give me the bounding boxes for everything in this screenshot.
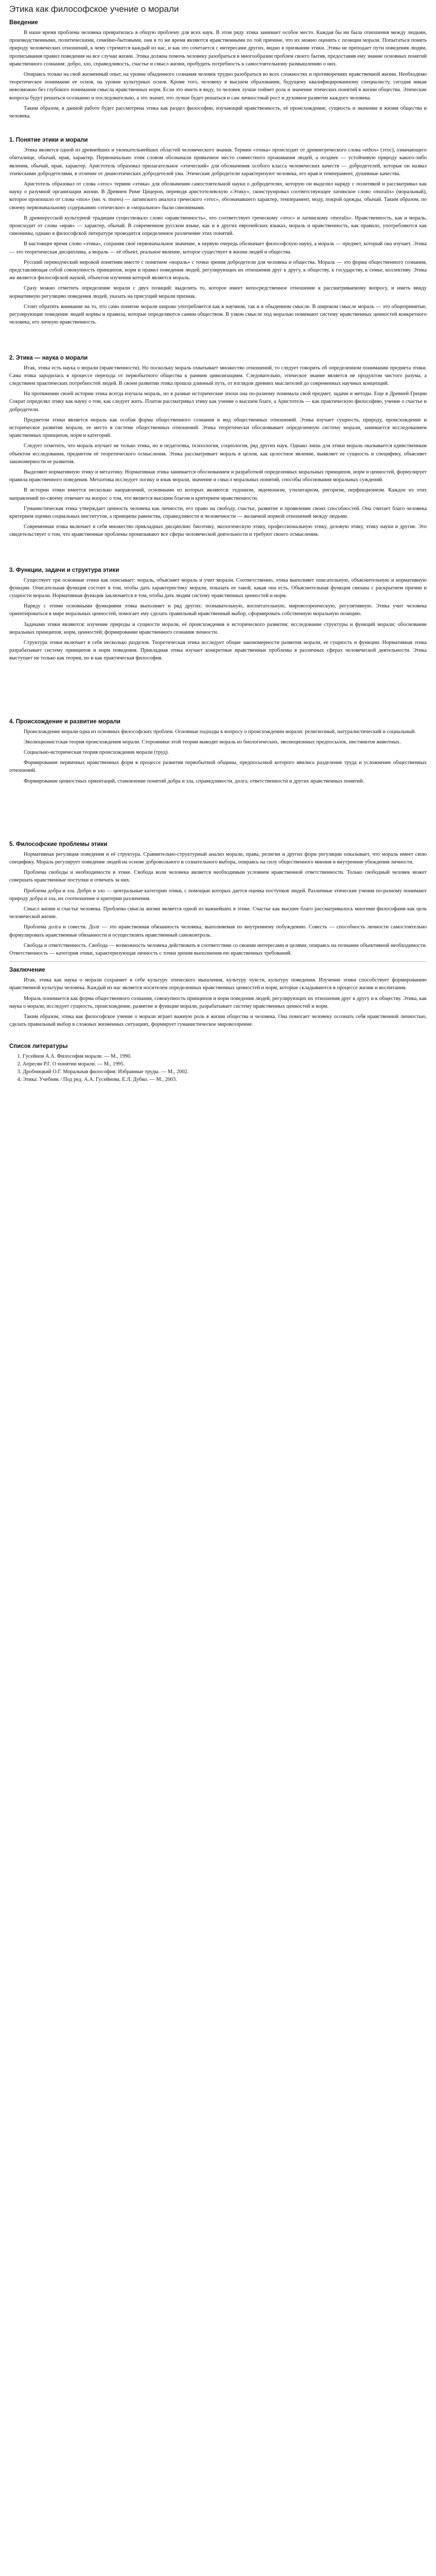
chapter-paragraph: Происхождение морали одна из основных философских проблем. Основные подходы к вопросу о происхождении морали: религиозный, натуралистический и социальный. (24, 728, 416, 735)
document-page (9, 0, 427, 1083)
chapter-paragraph: Проблема долга и совести. Долг — это нравственная обязанность человека, выполняемая по внутреннему побуждению. Совесть — способность личности самостоятельно формулировать нравственные обязанности и осуществлять нравственный самоконтроль. (9, 924, 427, 938)
chapter-paragraph: Свобода и ответственность. Свобода — возможность человека действовать в соответствии со своими интересами и целями, опираясь на познание объективной необходимости. Ответственность — категория этики, характеризующая личность с точки зрения выполнения ею нравственных требований. (9, 942, 427, 957)
chapter-paragraph: Сразу можно отметить определение морали с двух позиций: выделить то, которое имеет непосредственное отношение к рассматриваемому вопросу, и иметь ввиду нормативную регуляцию поведения людей, указать на присущий морали признак. (9, 285, 427, 299)
chapter-paragraph: Предметом этики является мораль как особая форма общественного сознания и вид общественных отношений. Этика изучает сущность, природу, происхождение и историческое развитие морали, ее место в системе общественных отношений. Этика теоретически обосновывает определенную систему морали, занимается исследованием нравственных принципов, норм и категорий. (9, 417, 427, 439)
chapter-paragraph: Гуманистическая этика утверждает ценность человека как личности, его право на свободу, счастье, развитие и проявление своих способностей. Она считает благо человека критерием оценки социальных институтов, а принципы равенства, справедливости и человечности — желаемой нормой отношений между людьми. (9, 505, 427, 519)
chapter-paragraph: Стоит обратить внимание на то, что само понятие морали широко употребляется как в научном, так и в обыденном смысле. В широком смысле мораль — это общепринятые, регулирующие поведение людей нормы и правила, которые определяются самим обществом. В узком смысле под моралью понимают систему нравственных ценностей конкретного человека, его личную нравственность. (9, 303, 427, 326)
chapter-paragraph: Этика является одной из древнейших и увлекательнейших областей человеческого знания. Термин «этика» происходит от древнегреческого слова «ethos» (этос), означающего обиталище, обычай, нрав, характер. Первоначально этим словом обозначали привычное место совместного проживания людей, а позднее — устойчивую природу какого-либо явления, обычай, нрав, характер. Аристотель образовал прилагательное «этический» для обозначения особого класса человеческих качеств — добродетелей, которые он назвал этическими добродетелями, в отличие от дианоэтических добродетелей ума. Этические добродетели характеризуют человека, его нрав и темперамент, душевные качества. (9, 147, 427, 177)
chapter-paragraph: Следует отметить, что мораль изучает не только этика, но и педагогика, психология, социология, ряд других наук. Однако лишь для этики мораль оказывается единственным объектом исследования, предметом её теоретического осмысления. Этика рассматривает мораль в целом, как целостное явление, выявляет ее сущность и специфику, объясняет закономерности ее развития. (9, 443, 427, 465)
chapter-3 (9, 567, 427, 663)
chapter-heading: 5. Философские проблемы этики (9, 841, 108, 848)
page-title: Этика как философское учение о морали (9, 4, 179, 14)
chapter-heading: 2. Этика — наука о морали (9, 354, 88, 361)
chapter-1 (9, 137, 427, 326)
conclusion-paragraph: Мораль понимается как форма общественного сознания, совокупность принципов и норм поведения людей, регулирующих их отношения друг к другу и к обществу. Этика, как наука о морали, исследует сущность, происхождение, развитие и функции морали, разрабатывает систему нравственных ценностей и норм. (9, 995, 427, 1009)
references-section (9, 1043, 427, 1083)
chapter-paragraph: Социально-историческая теория происхождения морали (труд). (24, 750, 169, 755)
intro-heading: Введение (9, 20, 38, 26)
chapter-paragraph: На протяжении своей истории этика всегда изучала мораль, но в разные исторические эпохи она по-разному понимала свой предмет, задачи и методы. Еще в Древней Греции Сократ определял этику как науку о том, как следует жить. Платон рассматривал этику как учение о высшем благе, а Аристотель — как практическую философию, учение о счастье и добродетели. (9, 391, 427, 413)
intro-paragraph: В наше время проблема человека превратилась в общую проблему для всех наук. В этом ряду этика занимает особое место. Каждая бы ни была отношения между людьми, производственными, политическими, семейно-бытовыми, они в то же время являются нравственными по той причине, что их можно оценить с позиции морали. Попытаться понять природу человеческих отношений, к чему стремится каждый из нас, и как это сочетается с интересами других, видно в призвании этики. Этика не преподает пути поведения людям, прописывания правил поведения на все случаи жизни. Этика должна помочь человеку разобраться в многообразии проблем своего бытия, предоставив ему знание основных понятий нравственного сознания: добро, зло, справедливость, счастье и смысл жизни, пробудить потребность к самостоятельному размышлению о них. (9, 30, 427, 67)
chapter-paragraph: Формирование ценностных ориентаций, становление понятий добра и зла, справедливости, долга, ответственности и других нравственных понятий. (24, 778, 364, 784)
references-heading: Список литературы (9, 1043, 68, 1050)
chapter-heading: 1. Понятие этики и морали (9, 137, 88, 144)
chapter-paragraph: Итак, этика есть наука о морали (нравственности). Но поскольку мораль охватывает множество отношений, то следует говорить об определенном понимании предмета этики. Сама этика зародилась в процессе перехода от первобытного общества к ранним цивилизациям. Следовательно, этическое знание является не продуктом чистого разума, а следствием практических потребностей людей. В своем развитии этика прошла длинный путь, от взглядов древних мыслителей до современных научных концепций. (9, 365, 427, 386)
chapter-4 (9, 719, 427, 785)
chapter-paragraph: Современная этика включает в себя множество прикладных дисциплин: биоэтику, экологическую этику, профессиональную этику, деловую этику, этику науки и другие. Это свидетельствует о том, что нравственные проблемы пронизывают все сферы человеческой деятельности и требуют своего осмысления. (9, 524, 427, 538)
chapter-paragraph: Русский переводческий мировой понятиям вместе с понятием «мораль» с точки зрения добродетели для человека и общества. Мораль — это форма общественного сознания, представляющая собой совокупность принципов, норм и правил поведения людей, регулирующих их отношения друг к другу, к обществу, к государству, к семье, коллективу. Этика же является философской наукой, объектом изучения которой является мораль. (9, 259, 427, 281)
chapter-paragraph: Задачами этики являются: изучение природы и сущности морали, её происхождения и исторического развития; исследование структуры и функций морали; обоснование моральных принципов, норм, ценностей; формирование нравственного сознания личности. (9, 621, 427, 635)
chapter-paragraph: Структура этики включает в себя несколько разделов. Теоретическая этика исследует общие закономерности развития морали, ее сущность и функции. Нормативная этика разрабатывает систему принципов и норм поведения. Прикладная этика изучает конкретные нравственные проблемы в различных сферах человеческой деятельности. Этика выступает не только как теория, но и как практическая философия. (9, 639, 427, 662)
chapter-2 (9, 355, 427, 539)
intro-section (9, 20, 427, 120)
chapter-5 (9, 841, 427, 957)
reference-item: 2. Апресян Р.Г. О понятии морали. — М., 1995. (23, 1060, 427, 1068)
reference-item: 1. Гусейнов А.А. Философия морали. — М., 1990. (23, 1053, 427, 1060)
chapter-paragraph: Наряду с этими основными функциями этика выполняет и ряд других: познавательную, воспитательную, мировоззренческую, регулятивную. Этика учит человека ориентироваться в мире моральных ценностей, помогает ему сделать правильный нравственный выбор, сформировать собственную моральную позицию. (9, 603, 427, 617)
references-list (9, 1053, 427, 1083)
chapter-paragraph: В истории этики имеется несколько направлений, основными из которых являются: гедонизм, эвдемонизм, утилитаризм, ригоризм, перфекционизм. Каждое из этих направлений по-своему отвечает на вопрос о том, что является высшим благом и критерием нравственности. (9, 487, 427, 501)
chapter-paragraph: В настоящее время слово «этика», сохраняя своё первоначальное значение, в первую очередь обозначает философскую науку, а мораль — предмет, который она изучает. Этика — это теоретическая дисциплина, а мораль — её объект, реальное явление, которое существует в жизни людей и общества. (9, 241, 427, 255)
chapter-paragraph: В древнерусской культурной традиции существовало слово «нравственность», что соответствует греческому «этос» и латинскому «moralis». Нравственность, как и мораль, происходит от слова «нрав» — характер, обычай. В современном русском языке, как и в других европейских языках, мораль и нравственность, как правило, употребляются как синонимы, однако в философской литературе проводится определенное различение этих понятий. (9, 215, 427, 237)
conclusion-paragraph: Таким образом, этика как философское учение о морали играет важную роль в жизни общества и человека. Она помогает человеку осознать себя нравственной личностью, сделать правильный выбор в сложных жизненных ситуациях, формирует гуманистическое мировоззрение. (9, 1014, 427, 1028)
chapter-paragraph: Эволюционистская теория происхождения морали. Сторонники этой теории выводят мораль из биологических, эволюционных предпосылок, инстинктов животных. (24, 739, 401, 745)
chapter-paragraph: Проблема добра и зла. Добро и зло — центральные категории этики, с помощью которых дается оценка поступков людей. Различные этические учения по-разному понимают природу добра и зла, их соотношение и критерии различения. (9, 888, 427, 902)
reference-item: 3. Дробницкий О.Г. Моральная философия: Избранные труды. — М., 2002. (23, 1068, 427, 1076)
conclusion-heading: Заключение (9, 967, 45, 974)
intro-paragraph: Опираясь только на свой жизненный опыт, на уровне обыденного сознания человек трудно разобраться во всех сложностях и противоречиях нравственной жизни. Необходимо теоретическое понимание ее основ, на уровне культурных основ. Кроме того, человеку в высшем образовании, будущему квалифицированному специалисту, сегодня никак невозможно без глубокого понимания смысла нравственных норм. Если это иметь в виду, то человек лучше поймет роль и значение этических понятий в жизни общества. Этические вопросы будут решаться осознанно и последовательно, а это значит, что лучше будет решаться и сам личностный рост и духовное развитие каждого человека. (9, 72, 427, 101)
chapter-paragraph: Нормативная регуляция поведения и её структура. Сравнительно-структурный анализ морали, права, религии и других форм регуляции показывает, что мораль имеет свою специфику. Мораль регулирует поведение людей на основе добровольного и сознательного выбора, опираясь на силу общественного мнения и внутренние убеждения личности. (9, 851, 427, 866)
chapter-paragraph: Существует три основные этики как описывает: мораль, объясняет мораль и учит морали. Соответственно, этика выполняет описательную, объяснительную и нормативную функции. Описательная функция состоит в том, чтобы дать характеристику морали, показать ее такой, какая она есть. Объяснительная функция связана с раскрытием причин и сущности морали. Нормативная функция заключается в том, чтобы дать людям систему нравственных ценностей и норм. (9, 577, 427, 599)
chapter-paragraph: Формирование первичных нравственных форм в процессе развития первобытной общины, предпосылкой которого явились разделение труда и усложнение общественных отношений. (9, 760, 427, 774)
chapter-paragraph: Смысл жизни и счастье человека. Проблема смысла жизни является одной из важнейших в этике. Счастье как высшее благо рассматривалось многими философами как цель человеческой жизни. (9, 906, 427, 920)
chapter-paragraph: Выделяют нормативную этику и метаэтику. Нормативная этика занимается обоснованием и разработкой определенных моральных принципов, норм и ценностей, формулирует правила нравственного поведения. Метаэтика исследует логику и язык морали, значение и смысл моральных понятий, способы обоснования моральных суждений. (9, 469, 427, 483)
conclusion-section (9, 967, 427, 1028)
chapter-paragraph: Проблема свободы и необходимости в этике. Свобода воли человека является необходимым условием нравственной ответственности. Только свободный человек может совершать нравственные поступки и отвечать за них. (9, 870, 427, 884)
conclusion-paragraph: Итак, этика как наука о морали сохраняет в себе культуру этического мышления, культуру чувств, культуру поведения. Изучение этики способствует формированию нравственной культуры человека. Каждый из нас является носителем определенных нравственных ценностей и норм, которые складываются в процессе жизни и воспитания. (9, 977, 427, 991)
intro-paragraph: Таким образом, в данной работе будет рассмотрена этика как раздел философии, изучающий нравственность, её происхождение, сущность и значение в жизни общества и человека. (9, 105, 427, 120)
chapter-heading: 3. Функции, задачи и структура этики (9, 567, 119, 573)
chapter-heading: 4. Происхождение и развитие морали (9, 718, 121, 725)
chapter-paragraph: Аристотель образовал от слова «этос» термин «этика» для обозначения самостоятельной науки о добродетелях, которую он выделил наряду с политикой и рассматривал как науку о разумной организации жизни. В Древнем Риме Цицерон, переводя аристотелевскую «Этику», сконструировал соответствующее латинское слово «moralis» (моральный), которое произошло от слова «mos» (мн. ч. mores) — латинского аналога греческого «этос», обозначавшего характер, темперамент, моду, покрой одежды, обычай. Таким образом, по своему первоначальному содержанию «этическое» и «моральное» были синонимами. (9, 181, 427, 211)
reference-item: 4. Этика: Учебник / Под ред. А.А. Гусейнова, Е.Л. Дубко. — М., 2003. (23, 1076, 427, 1083)
section-divider (9, 961, 427, 962)
